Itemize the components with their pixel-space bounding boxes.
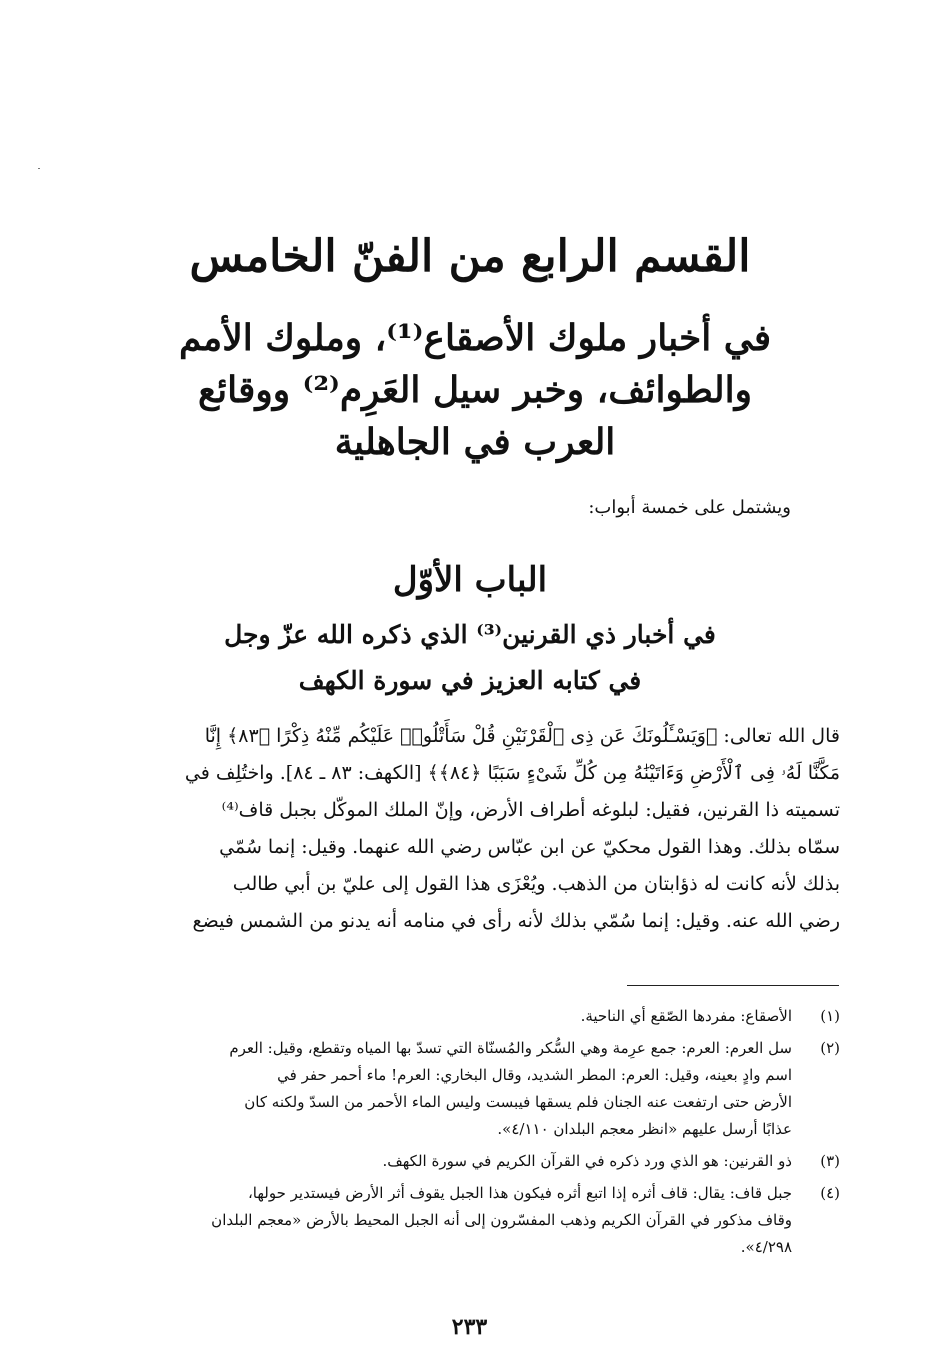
body-line: قال الله تعالى: ﴿وَيَسْـَٔلُونَكَ عَن ذِى ٱلْقَرْنَيْنِ قُلْ سَأَتْلُوا۟ عَلَيْكُم مِّنْهُ ذِكْرًا ﴿٨٣﴾ إِنَّا bbox=[204, 725, 840, 747]
part-subtitle-line: في أخبار ملوك الأصقاع⁽¹⁾، وملوك الأمم bbox=[178, 317, 772, 359]
footnote-4 bbox=[100, 1180, 840, 1261]
body-line: سمّاه بذلك. وهذا القول محكيّ عن ابن عبّاس رضي الله عنهما. وقيل: إنما سُمّي bbox=[219, 836, 840, 858]
footnote-2 bbox=[100, 1035, 840, 1143]
footnote-line: عذابًا أرسل عليهم «انظر معجم البلدان ٤/١١٠». bbox=[497, 1120, 792, 1138]
chapter-subtitle bbox=[170, 612, 770, 704]
part-subtitle-line: العرب في الجاهلية bbox=[334, 421, 616, 463]
footnote-number: (٤) bbox=[820, 1184, 840, 1202]
footnote-3 bbox=[100, 1148, 840, 1175]
part-title: القسم الرابع من الفنّ الخامس bbox=[189, 231, 751, 282]
body-paragraph bbox=[100, 718, 840, 940]
footnote-line: ذو القرنين: هو الذي ورد ذكره في القرآن الكريم في سورة الكهف. bbox=[382, 1152, 792, 1170]
footnote-line: اسم وادٍ بعينه، وقيل: العرم: المطر الشديد، وقال البخاري: العرم! ماء أحمر حفر في bbox=[277, 1066, 792, 1084]
footnote-number: (٣) bbox=[820, 1152, 840, 1170]
body-line: رضي الله عنه. وقيل: إنما سُمّي بذلك لأنه رأى في منامه أنه يدنو من الشمس فيضع bbox=[192, 910, 840, 932]
footnote-line: وقاف مذكور في القرآن الكريم وذهب المفسّرون إلى أنه الجبل المحيط بالأرض «معجم البلدان bbox=[211, 1211, 792, 1229]
footnote-line: الأصقاع: مفردها الصّقع أي الناحية. bbox=[580, 1007, 792, 1025]
part-intro: ويشتمل على خمسة أبواب: bbox=[588, 497, 791, 518]
footnote-number: (١) bbox=[820, 1007, 840, 1025]
footnote-line: جبل قاف: يقال: قاف أثره إذا اتبع أثره فيكون هذا الجبل يقوف أثر الأرض فيستدير حولها، bbox=[247, 1184, 792, 1202]
chapter-subtitle-line: في كتابه العزيز في سورة الكهف bbox=[298, 666, 642, 695]
footnote-1 bbox=[100, 1003, 840, 1030]
chapter-heading: الباب الأوّل bbox=[392, 560, 548, 600]
page-number: ٢٣٣ bbox=[451, 1314, 488, 1340]
footnote-divider bbox=[627, 985, 839, 986]
body-line: تسميته ذا القرنين، فقيل: لبلوغه أطراف الأرض، وإنّ الملك الموكّل بجبل قاف⁽⁴⁾ bbox=[221, 799, 840, 821]
footnote-number: (٢) bbox=[820, 1039, 840, 1057]
body-line: مَكَّنَّا لَهُۥ فِى ٱلْأَرْضِ وَءَاتَيْنَٰهُ مِن كُلِّ شَىْءٍ سَبَبًا ﴿٨٤﴾﴾ [الكهف: ٨٣ ـ ٨٤]. واختُلِف في bbox=[184, 762, 840, 784]
footnotes bbox=[100, 1003, 840, 1266]
part-subtitle-line: والطوائف، وخبر سيل العَرِم⁽²⁾ ووقائع bbox=[197, 369, 753, 411]
part-subtitle bbox=[170, 312, 780, 468]
scan-mark bbox=[38, 168, 40, 169]
body-line: بذلك لأنه كانت له ذؤابتان من الذهب. ويُعْزَى هذا القول إلى عليّ بن أبي طالب bbox=[232, 873, 840, 895]
chapter-subtitle-line: في أخبار ذي القرنين⁽³⁾ الذي ذكره الله عزّ وجل bbox=[224, 620, 716, 649]
footnote-line: ٤/٢٩٨». bbox=[740, 1238, 792, 1256]
footnote-line: الأرض حتى ارتفعت عنه الجنان فلم يسقها فيبست وليس الماء الأحمر من السدّ ولكنه كان bbox=[244, 1093, 792, 1111]
footnote-line: سل العرم: العرم: جمع عرِمة وهي السُّكر والمُسنّاة التي تسدّ بها المياه وتقطع، وقيل: العرم bbox=[229, 1039, 792, 1057]
